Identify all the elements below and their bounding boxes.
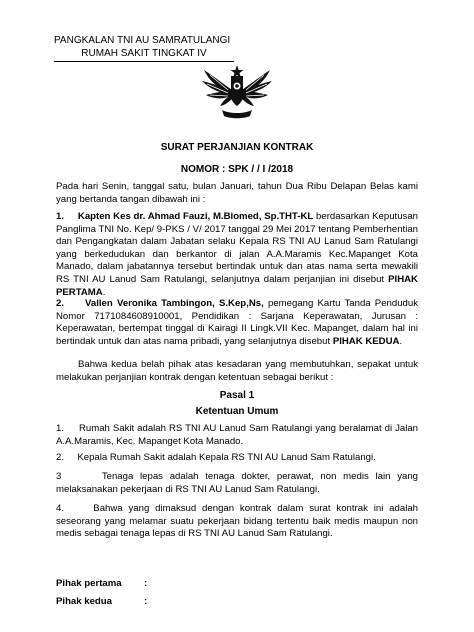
pasal-item-text: Bahwa yang dimaksud dengan kontrak dalam surat kontrak ini adalah seseorang yang melamar suatu pekerjaan bidang tertentu baik medis maupun non medis sebagai tenaga lepas di RS TNI AU Lanud Sam Ratulangi. — [56, 503, 418, 540]
pasal-subtitle: Ketentuan Umum — [195, 406, 279, 417]
pasal-item-number: 3 — [56, 471, 62, 482]
signature-colon: : — [144, 578, 148, 589]
pasal-item — [56, 471, 418, 496]
signature-pihak-kedua — [56, 596, 148, 609]
tni-au-wings-emblem-icon — [198, 62, 276, 122]
pasal-item-text: Rumah Sakit adalah RS TNI AU Lanud Sam Ratulangi yang beralamat di Jalan A.A.Maramis, Kec. Mapanget Kota Manado. — [56, 423, 419, 447]
pasal-item-number: 2. — [56, 452, 65, 463]
pasal-item — [56, 503, 418, 541]
party-1-end: . — [102, 286, 106, 298]
agreement-paragraph: Bahwa kedua belah pihak atas kesadaran yang membutuhkan, sepakat untuk melakukan perjanjian kontrak dengan ketentuan sebagai berikut : — [56, 359, 418, 383]
pasal-item-text: Tenaga lepas adalah tenaga dokter, perawat, non medis lain yang melaksanakan pekerjaan di RS TNI AU Lanud Sam Ratulangi. — [56, 471, 418, 495]
party-1-role: PIHAK PERTAMA — [56, 273, 418, 298]
party-1-text: berdasarkan Keputusan Panglima TNI No. Kep/ 9-PKS / V/ 2017 tanggal 29 Mei 2017 tentang Pemberhentian dan Pengangkatan dalam Jabatan selaku Kepala RS TNI AU Lanud Sam Ratulangi yang berkedudukan dan berkantor di jalan A.A.Maramis Kec.Mapanget Kota Manado, dalam jabatannya tersebut bertindak untuk dan atas nama serta mewakili RS TNI AU Lanud Sam Ratulangi, selanjutnya dalam perjanjian ini disebut — [56, 211, 419, 285]
signature-colon: : — [144, 596, 148, 607]
intro-paragraph: Pada hari Senin, tanggal satu, bulan Januari, tahun Dua Ribu Delapan Belas kami yang bertanda tangan dibawah ini : — [56, 181, 418, 205]
party-2-name: Vallen Veronika Tambingon, S.Kep,Ns, — [85, 298, 264, 309]
letterhead-line-1: PANGKALAN TNI AU SAMRATULANGI — [54, 35, 231, 46]
letterhead — [54, 34, 234, 62]
pasal-item-number: 1. — [56, 423, 65, 434]
pasal-item-number: 4. — [56, 503, 65, 514]
signature-label: Pihak pertama — [56, 578, 122, 589]
party-2-text: pemegang Kartu Tanda Penduduk Nomor 7171084608910001, Pendidikan : Sarjana Keperawatan, Jurusan : Keperawatan, bertempat tinggal di Kairagi II Lingk.VII Kec. Mapanget, dalam hal ini bertindak untuk dan atas nama pribadi, yang selanjutnya disebut — [56, 298, 419, 347]
party-2-paragraph — [56, 298, 418, 348]
party-2-number: 2. — [56, 298, 65, 309]
pasal-item-text: Kepala Rumah Sakit adalah Kepala RS TNI AU Lanud Sam Ratulangi. — [77, 452, 376, 463]
pasal-item — [56, 423, 418, 448]
party-1-number: 1. — [56, 211, 65, 222]
party-1-paragraph — [56, 211, 418, 299]
letterhead-line-2: RUMAH SAKIT TINGKAT IV — [54, 47, 234, 62]
signature-label: Pihak kedua — [56, 596, 112, 607]
pasal-item — [56, 452, 418, 465]
party-1-name: Kapten Kes dr. Ahmad Fauzi, M.Biomed, Sp.THT-KL — [77, 211, 314, 222]
party-2-role: PIHAK KEDUA — [332, 335, 400, 347]
document-number: NOMOR : SPK / / I /2018 — [180, 164, 294, 175]
signature-pihak-pertama — [56, 578, 148, 591]
party-2-end: . — [399, 335, 403, 347]
document-title: SURAT PERJANJIAN KONTRAK — [160, 142, 314, 153]
pasal-title: Pasal 1 — [219, 390, 255, 401]
